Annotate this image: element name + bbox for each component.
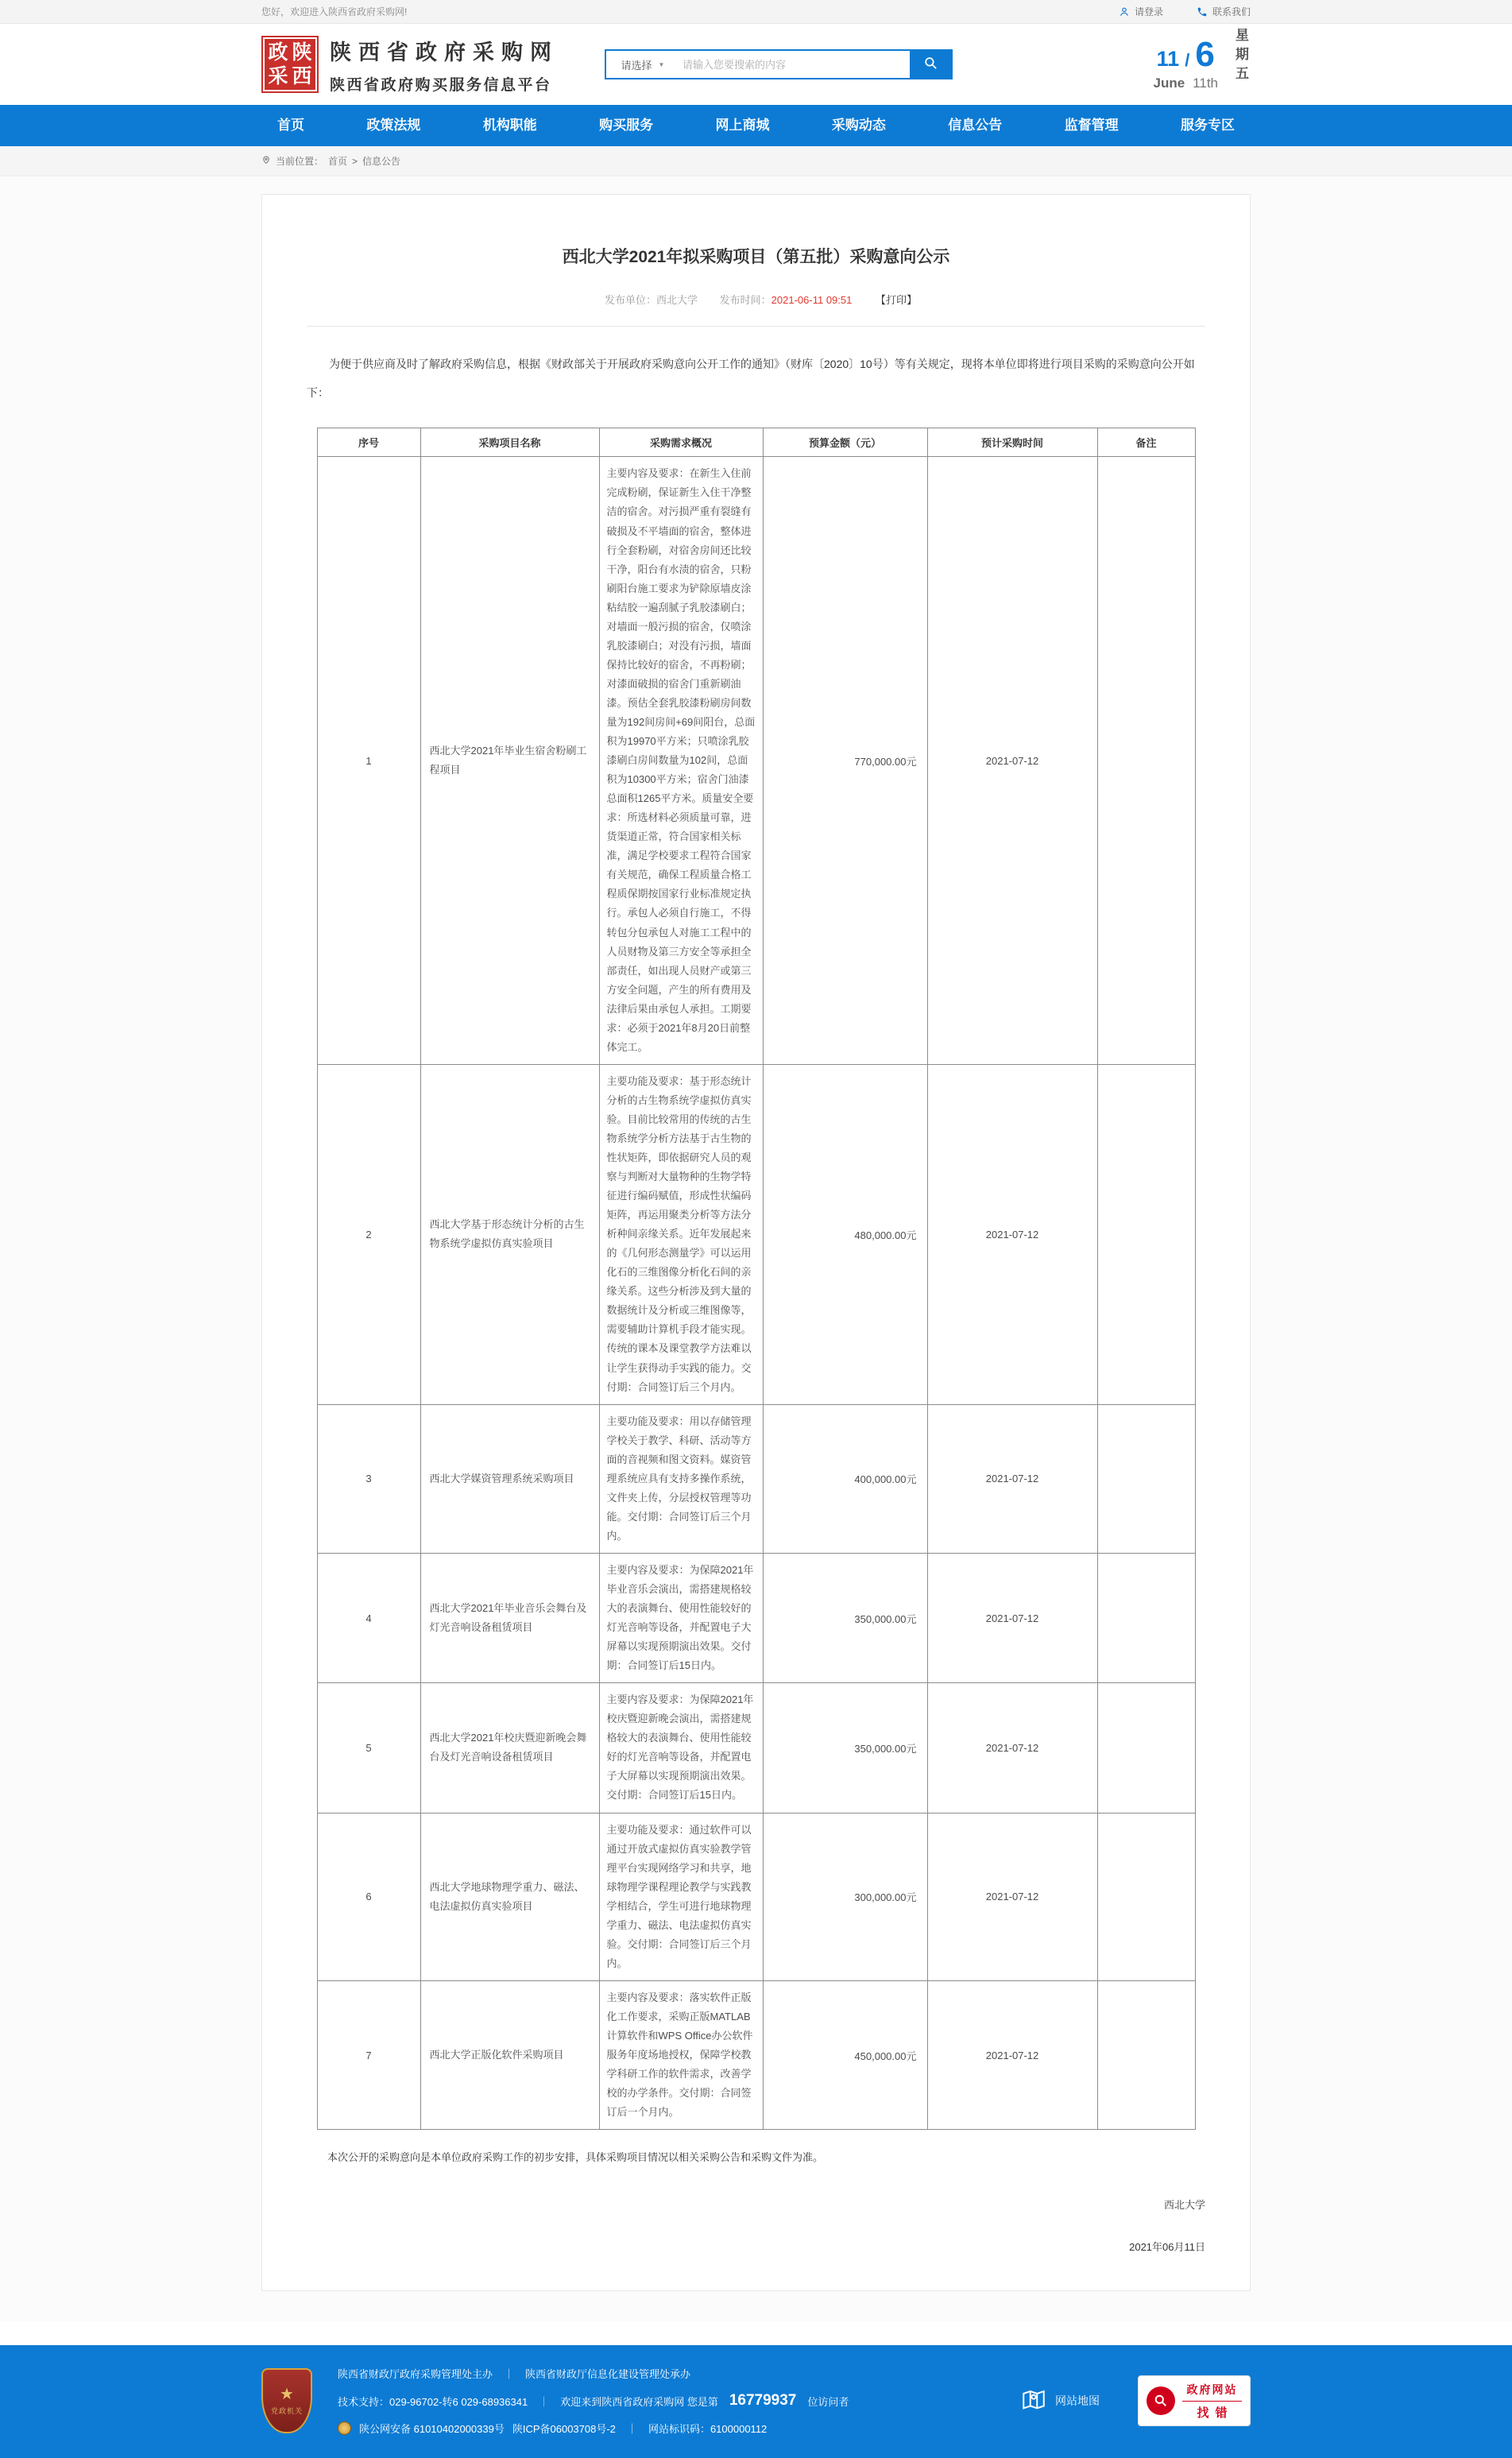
search-input[interactable] bbox=[679, 51, 910, 78]
col-header-time: 预计采购时间 bbox=[927, 428, 1097, 457]
row-time: 2021-07-12 bbox=[927, 1404, 1097, 1553]
row-budget: 400,000.00元 bbox=[763, 1404, 927, 1553]
date-month: 6 bbox=[1195, 35, 1215, 74]
nav-item-online-mall[interactable]: 网上商城 bbox=[715, 118, 770, 133]
row-demand: 主要功能及要求：基于形态统计分析的古生物系统学虚拟仿真实验。目前比较常用的传统的古生物系统学分析方法基于古生物的性状矩阵，即依据研究人员的观察与判断对大量物种的生物学特征进行编码赋值，形成性状编码矩阵，再运用聚类分析等方法分析种间亲缘关系。近年发展起来的《几何形态测量学》可以运用化石的三维图像分析化石间的亲缘关系。这些分析涉及到大量的数据统计及分析或三维图像等，需要辅助计算机手段才能实现。传统的课本及课堂教学方法难以让学生获得动手实践的能力。交付期：合同签订后三个月内。 bbox=[599, 1064, 763, 1404]
row-project-name: 西北大学2021年毕业生宿舍粉刷工程项目 bbox=[420, 457, 599, 1064]
topbar bbox=[0, 0, 1512, 24]
table-row bbox=[317, 1553, 1195, 1682]
article-container bbox=[261, 194, 1251, 2291]
row-no: 4 bbox=[317, 1553, 420, 1682]
row-demand: 主要功能及要求：用以存储管理学校关于教学、科研、活动等方面的音视频和图文资料。媒资管理系统应具有支持多操作系统，文件夹上传，分层授权管理等功能。交付期：合同签订后三个月内。 bbox=[599, 1404, 763, 1553]
row-no: 3 bbox=[317, 1404, 420, 1553]
footer-pipe: ｜ bbox=[504, 2368, 515, 2381]
table-row bbox=[317, 1683, 1195, 1813]
date-widget bbox=[1153, 28, 1251, 101]
row-no: 1 bbox=[317, 457, 420, 1064]
nav-item-home[interactable]: 首页 bbox=[277, 118, 304, 133]
divider bbox=[307, 326, 1205, 327]
row-project-name: 西北大学基于形态统计分析的古生物系统学虚拟仿真实验项目 bbox=[420, 1064, 599, 1404]
row-time: 2021-07-12 bbox=[927, 1553, 1097, 1682]
row-budget: 350,000.00元 bbox=[763, 1683, 927, 1813]
search-select-label: 请选择 bbox=[621, 59, 652, 72]
emblem-label: 党政机关 bbox=[270, 2406, 303, 2415]
date-weekday: 星期五 bbox=[1233, 28, 1248, 85]
row-project-name: 西北大学2021年校庆暨迎新晚会舞台及灯光音响设备租赁项目 bbox=[420, 1683, 599, 1813]
article-meta bbox=[307, 292, 1205, 307]
site-code: 网站标识码：6100000112 bbox=[648, 2423, 768, 2436]
row-no: 5 bbox=[317, 1683, 420, 1813]
main-nav bbox=[0, 105, 1512, 146]
website-error-report-button[interactable] bbox=[1138, 2375, 1251, 2426]
nav-item-purchase-services[interactable]: 购买服务 bbox=[599, 118, 654, 133]
logo-char: 政 bbox=[268, 41, 288, 64]
row-demand: 主要内容及要求：为保障2021年校庆暨迎新晚会演出，需搭建规格较大的表演舞台、使用性能较好的灯光音响等设备，并配置电子大屏幕以实现预期演出效果。交付期：合同签订后15日内。 bbox=[599, 1683, 763, 1813]
article-intro: 为便于供应商及时了解政府采购信息，根据《财政部关于开展政府采购意向公开工作的通知》（财库〔2020〕10号）等有关规定，现将本单位即将进行项目采购的采购意向公开如下： bbox=[307, 358, 1195, 399]
police-record-link[interactable]: 陕公网安备 61010402000339号 bbox=[359, 2423, 505, 2436]
table-row bbox=[317, 1064, 1195, 1404]
footer-welcome-prefix: 欢迎来到陕西省政府采购网 您是第 bbox=[560, 2395, 718, 2408]
row-note bbox=[1097, 1553, 1195, 1682]
error-finder-title: 政府网站 bbox=[1182, 2382, 1242, 2402]
row-demand: 主要内容及要求：落实软件正版化工作要求，采购正版MATLAB计算软件和WPS Office办公软件服务年度场地授权，保障学校教学科研工作的软件需求，改善学校的办学条件。交付期：合同签订后一个月内。 bbox=[599, 1980, 763, 2129]
login-link[interactable] bbox=[1119, 5, 1163, 18]
row-time: 2021-07-12 bbox=[927, 1813, 1097, 1980]
site-logo[interactable] bbox=[261, 35, 559, 95]
login-label: 请登录 bbox=[1134, 6, 1163, 17]
footer-organizer-line bbox=[338, 2366, 849, 2381]
print-button[interactable]: 【打印】 bbox=[875, 294, 917, 306]
signature-date: 2021年06月11日 bbox=[1129, 2241, 1205, 2254]
location-pin-icon bbox=[261, 154, 271, 168]
publish-time-value: 2021-06-11 09:51 bbox=[771, 294, 853, 306]
date-slash: / bbox=[1185, 50, 1190, 70]
footer-undertaker: 陕西省财政厅信息化建设管理处承办 bbox=[525, 2368, 691, 2381]
footer-pipe: ｜ bbox=[539, 2395, 550, 2408]
publisher-label: 发布单位： bbox=[605, 294, 657, 306]
footer-organizer: 陕西省财政厅政府采购管理处主办 bbox=[338, 2368, 493, 2381]
col-header-budget: 预算金额（元） bbox=[763, 428, 927, 457]
nav-item-functions[interactable]: 机构职能 bbox=[482, 118, 537, 133]
site-footer bbox=[0, 2345, 1512, 2458]
visitor-count: 16779937 bbox=[729, 2392, 797, 2410]
nav-item-announcements[interactable]: 信息公告 bbox=[948, 118, 1003, 133]
col-header-note: 备注 bbox=[1097, 428, 1195, 457]
logo-char: 采 bbox=[268, 64, 288, 87]
site-title: 陕西省政府采购网 bbox=[330, 40, 559, 64]
row-budget: 480,000.00元 bbox=[763, 1064, 927, 1404]
nav-item-supervision[interactable]: 监督管理 bbox=[1064, 118, 1119, 133]
row-note bbox=[1097, 1980, 1195, 2129]
breadcrumb bbox=[0, 146, 1512, 176]
breadcrumb-label: 当前位置： bbox=[276, 156, 324, 167]
date-day: 11 bbox=[1156, 47, 1180, 71]
row-budget: 770,000.00元 bbox=[763, 457, 927, 1064]
logo-seal-icon bbox=[261, 36, 319, 93]
col-header-no: 序号 bbox=[317, 428, 420, 457]
footer-record-line bbox=[338, 2421, 849, 2436]
col-header-demand: 采购需求概况 bbox=[599, 428, 763, 457]
row-note bbox=[1097, 1683, 1195, 1813]
sitemap-label: 网站地图 bbox=[1055, 2394, 1100, 2408]
row-project-name: 西北大学地球物理学重力、磁法、电法虚拟仿真实验项目 bbox=[420, 1813, 599, 1980]
public-security-badge-icon bbox=[338, 2421, 351, 2435]
row-time: 2021-07-12 bbox=[927, 1064, 1097, 1404]
map-icon bbox=[1020, 2386, 1047, 2417]
row-budget: 300,000.00元 bbox=[763, 1813, 927, 1980]
table-row bbox=[317, 1980, 1195, 2129]
row-no: 6 bbox=[317, 1813, 420, 1980]
signature: 西北大学 bbox=[1163, 2199, 1205, 2212]
row-no: 2 bbox=[317, 1064, 420, 1404]
row-time: 2021-07-12 bbox=[927, 457, 1097, 1064]
nav-item-procurement-news[interactable]: 采购动态 bbox=[831, 118, 886, 133]
phone-icon bbox=[1197, 6, 1208, 17]
site-subtitle: 陕西省政府购买服务信息平台 bbox=[330, 76, 552, 94]
sitemap-link[interactable] bbox=[1020, 2386, 1100, 2417]
search-icon bbox=[923, 56, 938, 73]
procurement-table bbox=[317, 428, 1196, 2130]
search-button[interactable] bbox=[910, 51, 951, 78]
main-area bbox=[0, 176, 1512, 2321]
row-no: 7 bbox=[317, 1980, 420, 2129]
row-demand: 主要内容及要求：在新生入住前完成粉刷，保证新生入住干净整洁的宿舍。对污损严重有裂缝有破损及不平墙面的宿舍，整体进行全套粉刷，对宿舍房间还比较干净，阳台有水渍的宿舍，只粉刷阳台施工要求为铲除原墙皮涂粘结胶一遍刮腻子乳胶漆刷白；对墙面一般污损的宿舍，仅喷涂乳胶漆刷白；对没有污损，墙面保持比较好的宿舍，不再粉刷；对漆面破损的宿舍门重新刷油漆。预估全套乳胶漆粉刷房间数量为192间房间+69间阳台，总面积为19970平方米；只喷涂乳胶漆刷白房间数量为102间，总面积为10300平方米；宿舍门油漆总面积1265平方米。质量安全要求：所选材料必须质量可靠，进货渠道正常，符合国家相关标准，满足学校要求工程符合国家有关规范，确保工程质量合格工程质保期按国家行业标准规定执行。承包人必须自行施工，不得转包分包承包人对施工工程中的人员财物及第三方安全等承担全部责任，如出现人员财产或第三方安全问题，产生的所有费用及法律后果由承包人承担。工期要求：必须于2021年8月20日前整体完工。 bbox=[599, 457, 763, 1064]
contact-label: 联系我们 bbox=[1212, 6, 1251, 17]
nav-item-policies[interactable]: 政策法规 bbox=[366, 118, 421, 133]
table-row bbox=[317, 457, 1195, 1064]
row-budget: 450,000.00元 bbox=[763, 1980, 927, 2129]
search-box bbox=[605, 49, 953, 79]
footer-pipe: ｜ bbox=[626, 2423, 637, 2436]
breadcrumb-home[interactable]: 首页 bbox=[328, 156, 348, 167]
article-closing: 本次公开的采购意向是本单位政府采购工作的初步安排，具体采购项目情况以相关采购公告和采购文件为准。 bbox=[327, 2151, 824, 2164]
error-finder-subtitle: 找错 bbox=[1197, 2406, 1234, 2420]
col-header-project-name: 采购项目名称 bbox=[420, 428, 599, 457]
footer-tech-support: 技术支持：029-96702-转6 029-68936341 bbox=[338, 2395, 528, 2408]
breadcrumb-current: 信息公告 bbox=[362, 156, 401, 167]
row-note bbox=[1097, 1813, 1195, 1980]
row-time: 2021-07-12 bbox=[927, 1683, 1097, 1813]
row-budget: 350,000.00元 bbox=[763, 1553, 927, 1682]
logo-char: 西 bbox=[292, 64, 312, 87]
row-demand: 主要内容及要求：为保障2021年毕业音乐会演出，需搭建规格较大的表演舞台、使用性能较好的灯光音响等设备，并配置电子大屏幕以实现预期演出效果。交付期：合同签订后15日内。 bbox=[599, 1553, 763, 1682]
chevron-down-icon: ▼ bbox=[658, 60, 665, 68]
row-note bbox=[1097, 1404, 1195, 1553]
table-row bbox=[317, 1404, 1195, 1553]
publish-time-label: 发布时间： bbox=[719, 294, 771, 306]
row-project-name: 西北大学正版化软件采购项目 bbox=[420, 1980, 599, 2129]
breadcrumb-separator: > bbox=[352, 155, 358, 167]
search-category-select[interactable] bbox=[606, 51, 679, 78]
emblem-star-icon: ★ bbox=[280, 2385, 294, 2403]
contact-link[interactable] bbox=[1197, 5, 1251, 18]
row-time: 2021-07-12 bbox=[927, 1980, 1097, 2129]
table-row bbox=[317, 1813, 1195, 1980]
site-header bbox=[0, 24, 1512, 105]
logo-char: 陕 bbox=[292, 41, 312, 64]
icp-record-link[interactable]: 陕ICP备06003708号-2 bbox=[512, 2423, 616, 2436]
nav-item-service-zone[interactable]: 服务专区 bbox=[1181, 118, 1235, 133]
user-icon bbox=[1119, 6, 1130, 17]
row-note bbox=[1097, 457, 1195, 1064]
date-english-month: June bbox=[1153, 75, 1185, 91]
welcome-text: 您好，欢迎进入陕西省政府采购网! bbox=[261, 6, 408, 17]
row-note bbox=[1097, 1064, 1195, 1404]
footer-welcome-suffix: 位访问者 bbox=[807, 2395, 849, 2408]
footer-support-line bbox=[338, 2392, 849, 2410]
publisher-value: 西北大学 bbox=[656, 294, 698, 306]
date-english-day: 11th bbox=[1193, 75, 1218, 91]
error-finder-magnifier-icon bbox=[1147, 2386, 1175, 2415]
party-government-emblem-icon bbox=[261, 2368, 312, 2433]
row-project-name: 西北大学2021年毕业音乐会舞台及灯光音响设备租赁项目 bbox=[420, 1553, 599, 1682]
row-project-name: 西北大学媒资管理系统采购项目 bbox=[420, 1404, 599, 1553]
page-title: 西北大学2021年拟采购项目（第五批）采购意向公示 bbox=[562, 248, 950, 266]
row-demand: 主要功能及要求：通过软件可以通过开放式虚拟仿真实验教学管理平台实现网络学习和共享，地球物理学课程理论教学与实践教学相结合，学生可进行地球物理学重力、磁法、电法虚拟仿真实验。交付期：合同签订后三个月内。 bbox=[599, 1813, 763, 1980]
table-header-row bbox=[317, 428, 1195, 457]
